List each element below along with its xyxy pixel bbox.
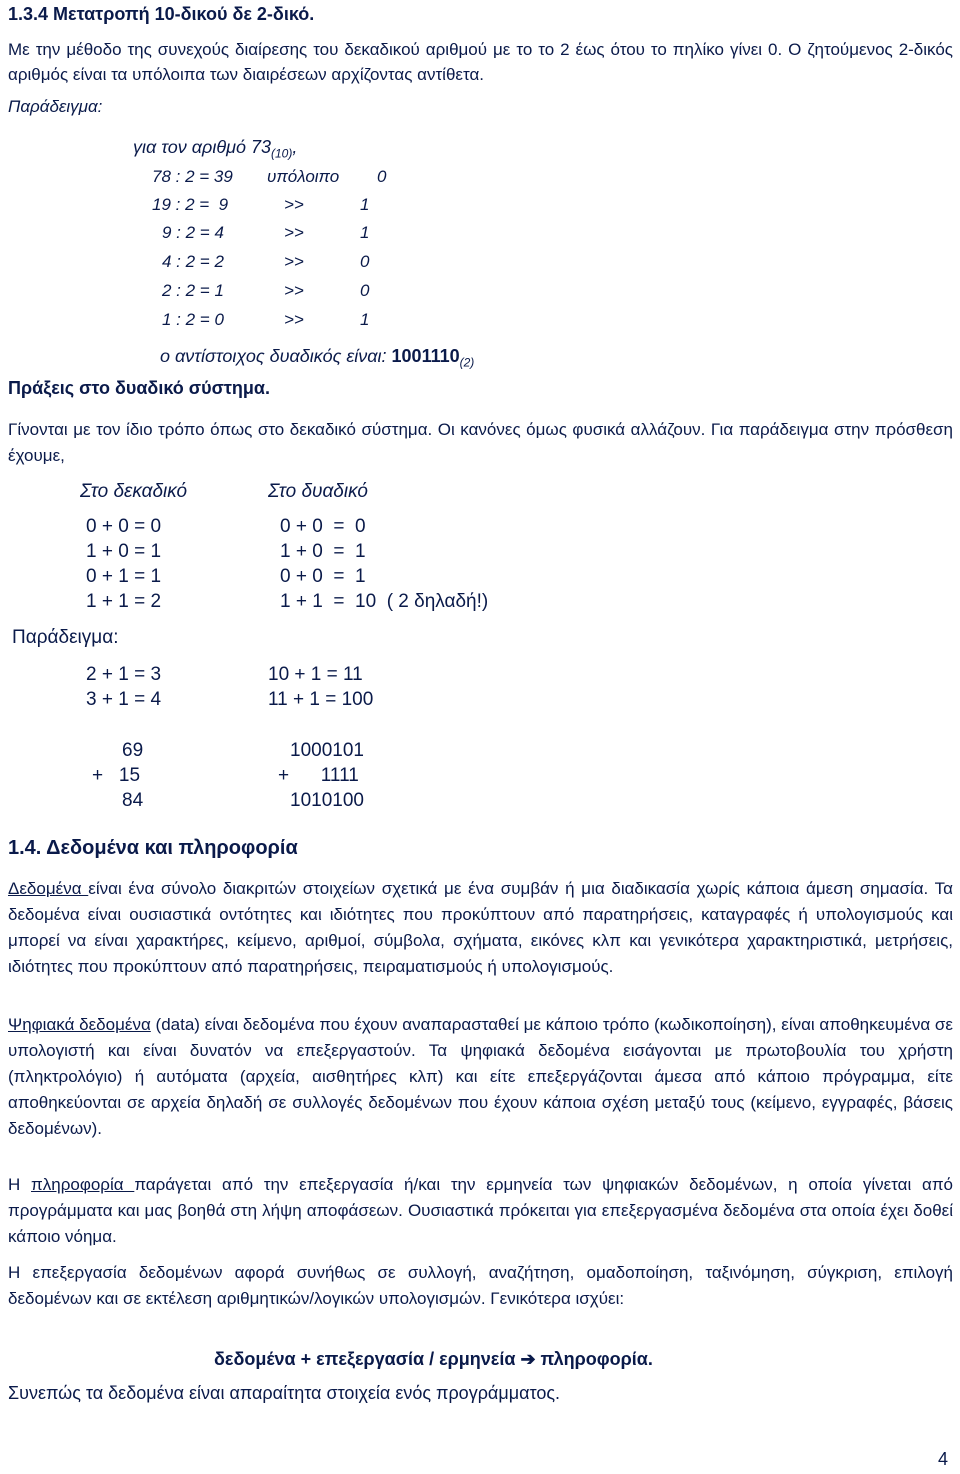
division-expr: 2 : 2 = 1 [162,281,224,300]
term-data: Δεδομένα [8,879,89,898]
example-label: Παράδειγμα: [8,97,103,116]
formula-left: δεδομένα + επεξεργασία / ερμηνεία [214,1349,516,1369]
division-rem: 1 [360,195,370,214]
term-digital-data: Ψηφιακά δεδομένα [8,1015,151,1034]
paragraph-digital-data: Ψηφιακά δεδομένα (data) είναι δεδομένα που έχουν αναπαρασταθεί με κάποιο τρόπο (κωδικοποίηση), είναι αποθηκευμένα σε υπολογιστή και είναι δυνατόν να επεξεργαστούν. Τα ψηφιακά δεδομένα εισάγονται με πρωτοβουλία του χρήστη (πληκτρολόγιο) ή αυτόματα (αρχεία, αισθητήρες κλπ) και είτε επεξεργάζονται άμεσα από κάποιο πρόγραμμα, είτε αποθηκεύονται σε αρχεία δηλαδή σε συλλογές δεδομένων που έχουν κάποια σχέση μεταξύ τους (κείμενο, εγγραφές, βάσεις δεδομένων). [8,1015,953,1138]
example-decimal-row: 3 + 1 = 4 [86,689,162,710]
binary-result: ο αντίστοιχος δυαδικός είναι: $1001110_{(2)}$ [160,346,475,370]
division-expr: 9 : 2 = 4 [162,223,224,242]
division-mid: >> [284,281,304,300]
column-header-decimal: Στο δεκαδικό [80,481,188,502]
section-title-134: 1.3.4 Μετατροπή 10-δικού δε 2-δικό. [8,4,315,24]
section-title-14: 1.4. Δεδομένα και πληροφορία [8,837,298,859]
binary-ops-heading: Πράξεις στο δυαδικό σύστημα. [8,378,270,398]
division-mid: >> [284,310,304,329]
binary-row: 1 + 0 = 1 [280,541,366,562]
paragraph-information: Η πληροφορία παράγεται από την επεξεργασία ή/και την ερμηνεία των ψηφιακών δεδομένων, η οποία γίνεται από προγράμματα και μας βοηθά στη λήψη αποφάσεων. Ουσιαστικά πρόκειται για επεξεργασμένα δεδομένα στα οποία έχει δοθεί κάποιο νόημα. [8,1175,954,1246]
sum-binary-top: 1000101 [290,740,364,761]
division-rem: 0 [360,252,370,271]
term-information: πληροφορία [31,1175,135,1194]
division-row [152,166,233,188]
decimal-row: 1 + 0 = 1 [86,541,162,562]
binary-result-value: 1001110 [391,346,460,366]
decimal-row: 0 + 0 = 0 [86,516,162,537]
sum-decimal-addend: + 15 [92,765,141,786]
conclusion: Συνεπώς τα δεδομένα είναι απαραίτητα στοιχεία ενός προγράμματος. [8,1383,561,1403]
example-number: για τον αριθμό $73_{(10)}$, [133,137,298,161]
column-header-binary: Στο δυαδικό [268,481,368,502]
division-expr: 1 : 2 = 0 [162,310,224,329]
sum-binary-addend: + 1111 [278,765,359,786]
example-decimal-row: 2 + 1 = 3 [86,664,162,685]
example-binary-row: 11 + 1 = 100 [268,689,374,710]
binary-row: 0 + 0 = 0 [280,516,366,537]
page-number: 4 [938,1449,949,1469]
division-mid: >> [284,252,304,271]
division-mid: >> [284,223,304,242]
decimal-row: 1 + 1 = 2 [86,591,162,612]
formula [214,1348,653,1371]
sum-binary-result: 1010100 [290,790,364,811]
sum-decimal-result: 84 [122,790,144,811]
paragraph-data-definition: Δεδομένα είναι ένα σύνολο διακριτών στοιχείων σχετικά με ένα συμβάν ή μια διαδικασία χωρίς κάποια άμεση σημασία. Τα δεδομένα είναι ουσιαστικά οντότητες και ιδιότητες που προκύπτουν από παρατηρήσεις, καταγραφές ή υπολογισμούς και μπορεί να είναι χαρακτήρες, κείμενο, αριθμοί, σύμβολα, σχήματα, εικόνες κλπ και γενικότερα χαρακτηριστικά, μετρήσεις, ιδιότητες που προκύπτουν από παρατηρήσεις, πειραματισμούς ή υπολογισμούς. [8,879,954,976]
division-rem: 0 [360,281,370,300]
binary-ops-intro: Γίνονται με τον ίδιο τρόπο όπως στο δεκαδικό σύστημα. Οι κανόνες όμως φυσικά αλλάζουν. Για παράδειγμα στην πρόσθεση έχουμε, [8,420,953,465]
arrow-right-icon: ➔ [520,1349,536,1369]
binary-row: 1 + 1 = 10 ( 2 δηλαδή!) [280,591,489,612]
paragraph-processing: Η επεξεργασία δεδομένων αφορά συνήθως σε συλλογή, αναζήτηση, ομαδοποίηση, ταξινόμηση, σύγκριση, επιλογή δεδομένων και σε εκτέλεση αριθμητικών/λογικών υπολογισμών. Γενικότερα ισχύει: [8,1263,953,1308]
division-mid: υπόλοιπο [267,167,340,186]
sum-decimal-top: 69 [122,740,144,761]
division-expr: 78 : 2 = 39 [152,167,233,186]
division-rem: 0 [377,167,387,186]
division-rem: 1 [360,310,370,329]
intro-paragraph: Με την μέθοδο της συνεχούς διαίρεσης του δεκαδικού αριθμού με το το 2 έως ότου το πηλίκο γίνει 0. Ο ζητούμενος 2-δικός αριθμός είναι τα υπόλοιπα των διαιρέσεων αρχίζοντας αντίθετα. [8,40,953,84]
division-expr: 19 : 2 = 9 [152,195,229,214]
decimal-row: 0 + 1 = 1 [86,566,162,587]
example-label-2: Παράδειγμα: [12,627,119,648]
binary-row: 0 + 0 = 1 [280,566,366,587]
division-rem: 1 [360,223,370,242]
division-expr: 4 : 2 = 2 [162,252,224,271]
division-mid: >> [284,195,304,214]
example-binary-row: 10 + 1 = 11 [268,664,363,685]
formula-right: πληροφορία. [540,1349,653,1369]
